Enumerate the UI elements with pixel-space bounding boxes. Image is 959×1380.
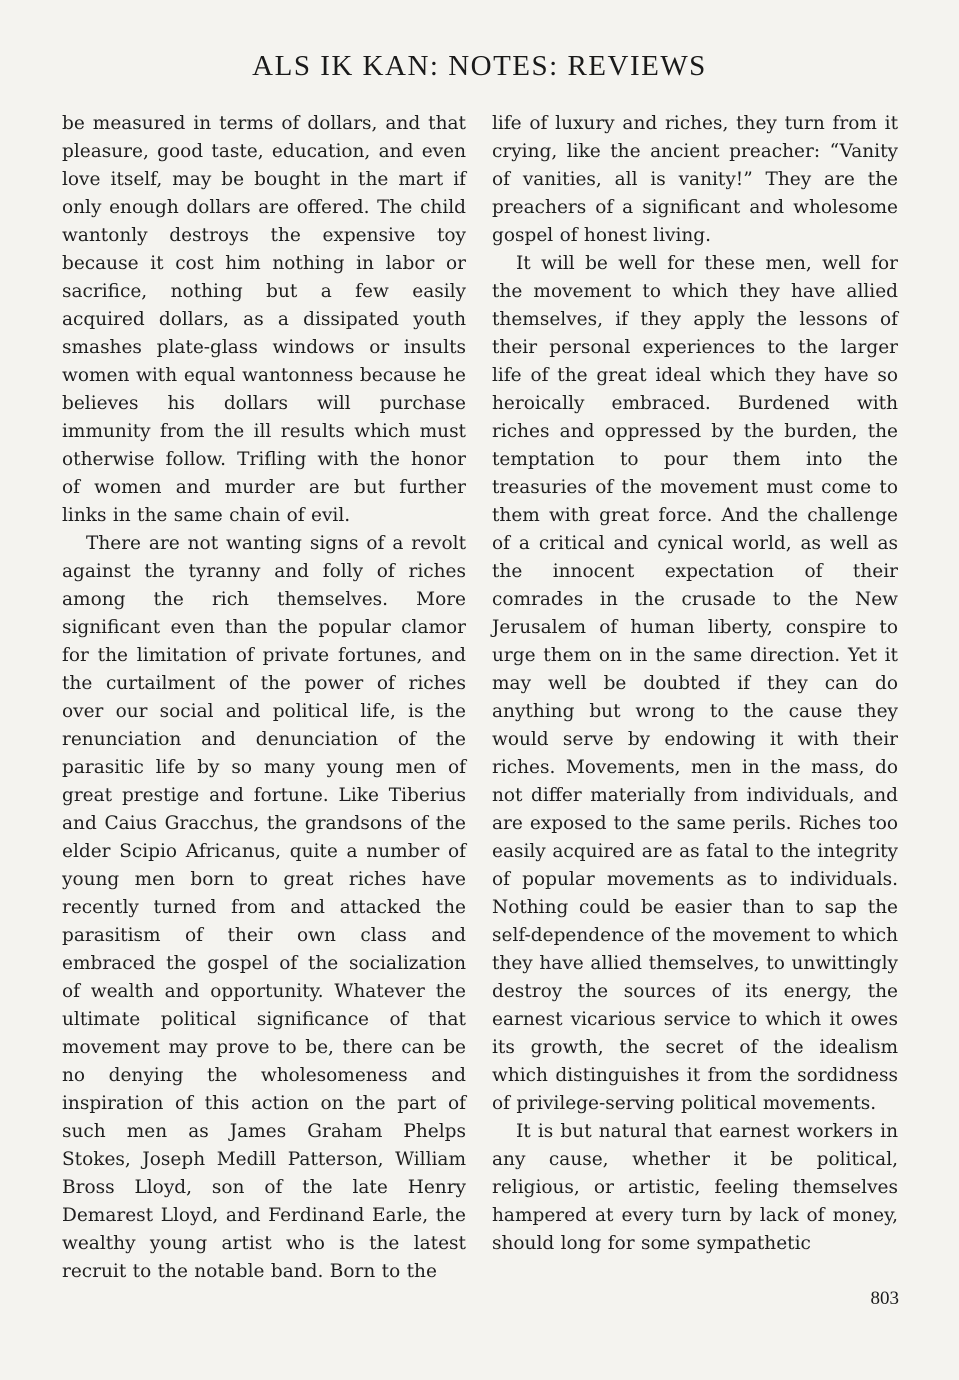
paragraph: There are not wanting signs of a revolt against the tyranny and folly of riches among the rich themselves. More significant even than the popular clamor for the limitation of private fortunes, and the curtailment of the power of riches over our social and political life, is the renunciation and denunciation of the parasitic life by so many young men of great prestige and fortune. Like Tiberius and Caius Gracchus, the grandsons of the elder Scipio Africanus, quite a number of young men born to great riches have recently turned from and attacked the parasitism of their own class and embraced the gospel of the socialization of wealth and opportunity. Whatever the ultimate political significance of that movement may prove to be, there can be no denying the wholesomeness and inspiration of this action on the part of such men as James Graham Phelps Stokes, Joseph Medill Patterson, William Bross Lloyd, son of the late Henry Demarest Lloyd, and Ferdinand Earle, the wealthy young artist who is the latest recruit to the notable band. Born to the — [62, 533, 466, 1282]
paragraph: It is but natural that earnest workers in any cause, whether it be political, religious, or artistic, feeling themselves hampered at every turn by lack of money, should long for some sympathetic — [492, 1121, 898, 1254]
right-column — [492, 110, 898, 1258]
paragraph: be measured in terms of dollars, and that pleasure, good taste, education, and even love itself, may be bought in the mart if only enough dollars are offered. The child wantonly destroys the expensive toy because it cost him nothing in labor or sacrifice, nothing but a few easily acquired dollars, as a dissipated youth smashes plate-glass windows or insults women with equal wantonness because he believes his dollars will purchase immunity from the ill results which must otherwise follow. Trifling with the honor of women and murder are but further links in the same chain of evil. — [62, 113, 466, 526]
paragraph: life of luxury and riches, they turn from it crying, like the ancient preacher: “Vanity of vanities, all is vanity!” They are the preachers of a significant and wholesome gospel of honest living. — [492, 113, 898, 246]
paragraph: It will be well for these men, well for the movement to which they have allied themselves, if they apply the lessons of their personal experiences to the larger life of the great ideal which they have so heroically embraced. Burdened with riches and oppressed by the burden, the temptation to pour them into the treasuries of the movement must come to them with great force. And the challenge of a critical and cynical world, as well as the innocent expectation of their comrades in the crusade to the New Jerusalem of human liberty, conspire to urge them on in the same direction. Yet it may well be doubted if they can do anything but wrong to the cause they would serve by endowing it with their riches. Movements, men in the mass, do not differ materially from individuals, and are exposed to the same perils. Riches too easily acquired are as fatal to the integrity of popular movements as to individuals. Nothing could be easier than to sap the self-dependence of the movement to which they have allied themselves, to unwittingly destroy the sources of its energy, the earnest vicarious service to which it owes its growth, the secret of the idealism which distinguishes it from the sordidness of privilege-serving political movements. — [492, 253, 898, 1114]
running-head: ALS IK KAN: NOTES: REVIEWS — [252, 50, 707, 82]
page-number: 803 — [870, 1288, 899, 1309]
left-column — [62, 110, 466, 1286]
